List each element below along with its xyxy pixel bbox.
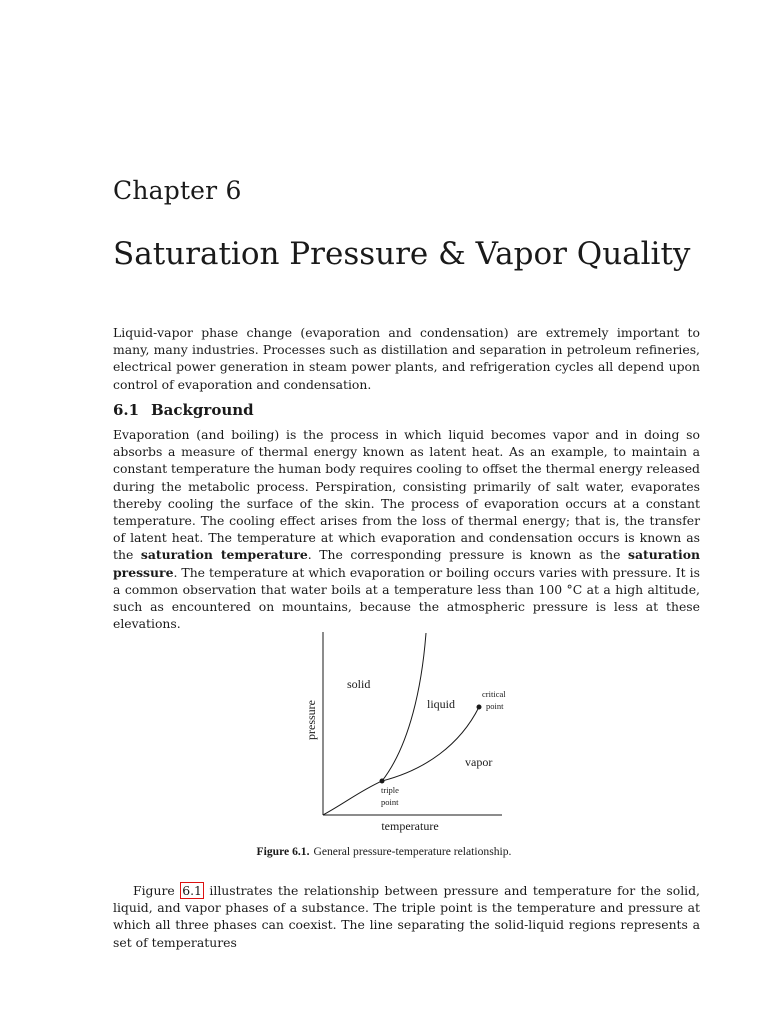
section-title: Background (151, 401, 254, 419)
triple-point-label-1: triple (381, 785, 399, 795)
figure-reference-link[interactable]: 6.1 (182, 883, 202, 898)
figure-caption-label: Figure 6.1. (256, 845, 310, 858)
chapter-title: Saturation Pressure & Vapor Quality (113, 236, 691, 272)
post-figure-text-1: Figure (133, 883, 181, 898)
background-paragraph (113, 426, 700, 632)
x-axis-label: temperature (381, 819, 439, 833)
triple-point-label-2: point (381, 797, 399, 807)
chapter-label: Chapter 6 (113, 176, 242, 205)
region-liquid-label: liquid (427, 697, 456, 711)
y-axis-label: pressure (304, 700, 318, 740)
sublimation-curve (323, 781, 382, 815)
critical-point-marker (477, 705, 482, 710)
fusion-curve (382, 633, 426, 781)
figure-caption (0, 845, 768, 858)
region-vapor-label: vapor (465, 755, 493, 769)
term-saturation-temperature: saturation temperature (140, 547, 308, 563)
section-number: 6.1 (113, 401, 140, 419)
figure-caption-text: General pressure-temperature relationship. (313, 845, 512, 858)
post-figure-text-2: illustrates the relationship between pressure and temperature for the solid, liquid, and vapor phases of a substance. The triple point is the temperature and pressure at which all three phases can coexist. The line separating the solid-liquid regions represents a set of temperatures (113, 883, 700, 950)
intro-paragraph: Liquid-vapor phase change (evaporation and condensation) are extremely important to many, many industries. Processes such as distillation and separation in petroleum refineries, electrical power generation in steam power plants, and refrigeration cycles all depend upon control of evaporation and condensation. (113, 325, 700, 392)
section-heading (113, 401, 254, 419)
background-text-3: . The temperature at which evaporation or boiling occurs varies with pressure. It is a common observation that water boils at a temperature less than 100 °C at a high altitude, such as encountered on mountains, because the atmospheric pressure is less at these elevations. (113, 564, 700, 632)
critical-point-label-1: critical (482, 689, 506, 699)
critical-point-label-2: point (486, 701, 504, 711)
vaporization-curve (382, 707, 479, 781)
term-saturation-pressure: saturation pressure (113, 547, 700, 580)
background-text-2: . The corresponding pressure is known as the (307, 547, 628, 563)
post-figure-paragraph (113, 882, 700, 951)
phase-diagram-figure (300, 625, 510, 840)
background-text-1: Evaporation (and boiling) is the process in which liquid becomes vapor and in doing so absorbs a measure of thermal energy known as latent heat. As an example, to maintain a constant temperature the human body requires cooling to offset the thermal energy released during the metabolic process. Perspiration, consisting primarily of salt water, evaporates thereby cooling the surface of the skin. The process of evaporation occurs at a constant temperature. The cooling effect arises from the loss of thermal energy; that is, the transfer of latent heat. The temperature at which evaporation and condensation occurs is known as the (113, 427, 700, 563)
triple-point-marker (380, 779, 385, 784)
region-solid-label: solid (347, 677, 371, 691)
phase-diagram (300, 625, 510, 840)
